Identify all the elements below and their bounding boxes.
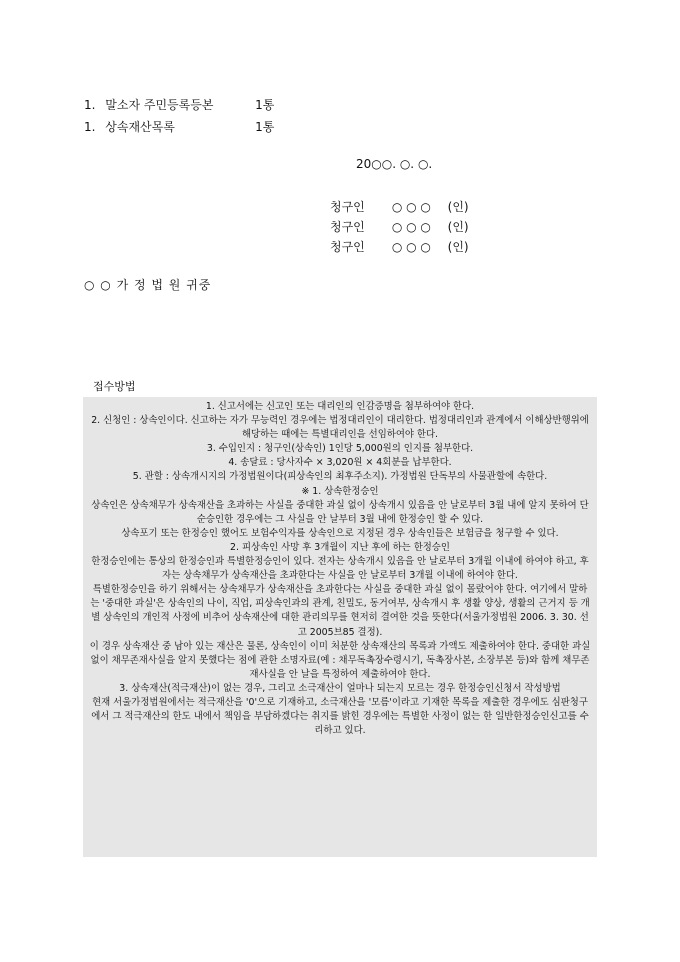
claimant-line: [330, 218, 469, 235]
method-line: 현재 서울가정법원에서는 적극재산을 '0'으로 기재하고, 소극재산을 '모름'이라고 기재한 목록을 제출한 경우에도 심판청구에서 그 적극재산의 한도 내에서 책임을 부담하겠다는 취지를 밝힌 경우에는 특별한 사정이 없는 한 일반한정승인신고를 수리하고 있다.: [91, 696, 589, 737]
court-addressee: ○ ○ 가 정 법 원 귀중: [84, 278, 212, 292]
method-line: ※ 1. 상속한정승인: [301, 485, 379, 497]
method-line: 상속포기 또는 한정승인 했어도 보험수익자를 상속인으로 지정된 경우 상속인들은 보험금을 청구할 수 있다.: [121, 527, 559, 539]
claimant-label: 청구인: [330, 200, 365, 214]
attachment-name: 상속재산목록: [105, 120, 175, 134]
method-line: 4. 송달료 : 당사자수 × 3,020원 × 4회분을 납부한다.: [228, 457, 452, 469]
claimant-name: ○ ○ ○: [391, 240, 431, 254]
attachment-count: 1통: [255, 120, 275, 134]
claimant-line: [330, 198, 469, 215]
method-line: 이 경우 상속재산 중 남아 있는 재산은 물론, 상속인이 이미 처분한 상속재산의 목록과 가액도 제출하여야 한다. 중대한 과실 없이 채무존재사실을 알지 못했다는 점에 관한 소명자료(예 : 채무독촉장수령시기, 독촉장사본, 소장부본 등)와 함께 채무존재사실을 안 날을 특정하여 제출하여야 한다.: [89, 640, 591, 680]
method-box: [83, 397, 597, 857]
method-line: 상속인은 상속채무가 상속재산을 초과하는 사실을 중대한 과실 없이 상속개시 있음을 안 날로부터 3월 내에 알지 못하여 단순승인한 경우에는 그 사실을 안 날부터 3월 내에 한정승인 할 수 있다.: [91, 499, 589, 525]
method-line: 1. 신고서에는 신고인 또는 대리인의 인감증명을 첨부하여야 한다.: [205, 401, 475, 412]
method-line: 한정승인에는 통상의 한정승인과 특별한정승인이 있다. 전자는 상속개시 있음을 안 날로부터 3개월 이내에 하여야 하고, 후자는 상속채무가 상속재산을 초과한다는 사실을 안 날로부터 3개월 이내에 하여야 한다.: [91, 556, 589, 582]
claimant-name: ○ ○ ○: [391, 200, 431, 214]
attachment-item: [84, 119, 274, 135]
claimant-label: 청구인: [330, 240, 365, 254]
claimant-line: [330, 238, 469, 255]
method-line: 3. 수입인지 : 청구인(상속인) 1인당 5,000원의 인지를 첨부한다.: [206, 443, 474, 455]
method-line: 2. 신청인 : 상속인이다. 신고하는 자가 무능력인 경우에는 법정대리인이 대리한다. 법정대리인과 관계에서 이해상반행위에 해당하는 때에는 특별대리인을 선임하여야 한다.: [91, 415, 589, 441]
method-line: 5. 관할 : 상속개시지의 가정법원이다(피상속인의 최후주소지). 가정법원 단독부의 사물관할에 속한다.: [132, 471, 548, 483]
method-title: 접수방법: [93, 380, 136, 393]
seal-mark: (인): [447, 240, 469, 254]
claimant-label: 청구인: [330, 220, 365, 234]
attachment-count: 1통: [255, 98, 275, 112]
attachment-number: 1.: [84, 120, 96, 134]
attachment-number: 1.: [84, 98, 96, 112]
filing-date: 20○○. ○. ○.: [356, 157, 433, 171]
method-line: 2. 피상속인 사망 후 3개월이 지난 후에 하는 한정승인: [230, 541, 450, 553]
claimant-name: ○ ○ ○: [391, 220, 431, 234]
seal-mark: (인): [447, 200, 469, 214]
seal-mark: (인): [447, 220, 469, 234]
method-line: 3. 상속재산(적극재산)이 없는 경우, 그리고 소극재산이 얼마나 되는지 모르는 경우 한정승인신청서 작성방법: [119, 682, 561, 694]
attachment-item: [84, 97, 274, 113]
method-line: 특별한정승인을 하기 위해서는 상속채무가 상속재산을 초과한다는 사실을 중대한 과실 없이 몰랐어야 한다. 여기에서 말하는 '중대한 과실'은 상속인의 나이, 직업, 피상속인과의 관계, 친밀도, 동거여부, 상속개시 후 생활 양상, 생활의 근거지 등 개별 상속인의 개인적 사정에 비추어 상속재산에 대한 관리의무를 현저히 결여한 것을 뜻한다(서울가정법원 2006. 3. 30. 선고 2005브85 결정).: [90, 584, 590, 638]
attachment-name: 말소자 주민등록등본: [105, 98, 214, 112]
